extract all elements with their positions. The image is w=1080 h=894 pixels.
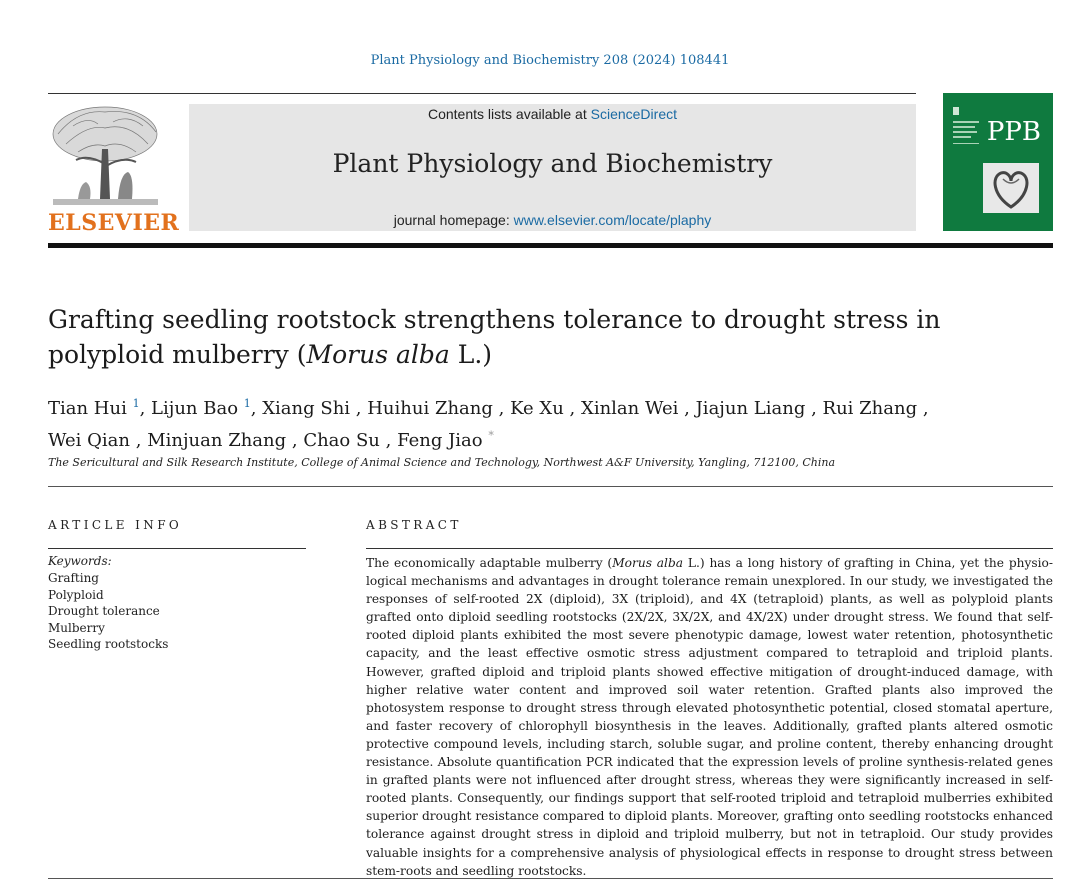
author[interactable]: Minjuan Zhang <box>147 430 287 451</box>
author-list <box>48 390 1008 454</box>
homepage-prefix: journal homepage: <box>393 212 514 228</box>
author[interactable]: Chao Su <box>303 430 380 451</box>
author-affil-mark[interactable]: 1 <box>243 397 251 410</box>
abstract-rule <box>366 548 1053 549</box>
affiliation: The Sericultural and Silk Research Institute, College of Animal Science and Technology, Northwest A&F University, Yangling, 712100, China <box>48 456 836 469</box>
author[interactable]: Lijun Bao <box>151 398 239 419</box>
keyword: Grafting <box>48 571 99 585</box>
abstract-species-name: Morus alba <box>612 556 684 570</box>
article-info-rule <box>48 548 306 549</box>
homepage-link[interactable]: www.elsevier.com/locate/plaphy <box>513 212 712 228</box>
title-line-2-post: L.) <box>449 340 493 369</box>
author[interactable]: Rui Zhang <box>822 398 918 419</box>
species-name: Morus alba <box>306 340 450 369</box>
title-line-2-pre: polyploid mulberry ( <box>48 340 307 369</box>
abstract-text-pre: The economically adaptable mulberry ( <box>366 556 613 570</box>
homepage-line <box>189 212 916 228</box>
author[interactable]: Ke Xu <box>510 398 564 419</box>
keyword-list <box>48 570 168 653</box>
author[interactable]: Xiang Shi <box>262 398 351 419</box>
author-line-1: Tian Hui $^1$, Lijun Bao $^1$, Xiang Shi , Huihui Zhang , Ke Xu , Xinlan Wei , Jiajun Liang , Rui Zhang , <box>48 397 929 419</box>
header-thick-rule <box>48 243 1053 248</box>
sciencedirect-link[interactable]: ScienceDirect <box>590 106 677 122</box>
journal-cover[interactable] <box>943 93 1053 231</box>
abstract-body <box>366 554 1053 880</box>
keyword: Drought tolerance <box>48 604 160 619</box>
contents-prefix: Contents lists available at <box>427 106 591 122</box>
author[interactable]: Huihui Zhang <box>367 398 493 419</box>
author-line-2: Wei Qian , Minjuan Zhang , Chao Su , Feng Jiao * <box>48 429 494 451</box>
title-line-2 <box>48 337 948 372</box>
keywords-label: Keywords: <box>48 554 112 568</box>
article-title <box>48 302 948 372</box>
contents-list-line <box>189 106 916 122</box>
header-top-rule <box>48 93 916 94</box>
keyword: Polyploid <box>48 587 104 602</box>
title-line-1: Grafting seedling rootstock strengthens tolerance to drought stress in <box>48 305 941 334</box>
corresponding-author-mark[interactable]: * <box>488 429 494 442</box>
author[interactable]: Feng Jiao <box>397 430 483 451</box>
cover-text-block <box>951 103 981 151</box>
journal-name: Plant Physiology and Biochemistry <box>332 149 773 178</box>
keyword: Mulberry <box>48 620 105 635</box>
journal-citation[interactable]: Plant Physiology and Biochemistry 208 (2024) 108441 <box>370 53 730 68</box>
bottom-rule <box>48 878 1053 879</box>
author[interactable]: Jiajun Liang <box>695 398 806 419</box>
keyword: Seedling rootstocks <box>48 637 169 652</box>
section-rule <box>48 486 1053 487</box>
abstract-heading: ABSTRACT <box>366 518 462 532</box>
journal-banner <box>189 104 916 231</box>
abstract-text-post: L.) has a long history of grafting in China, yet the physiological mechanisms and advantages in drought tolerance remain unexplored. In our study, we investigated the responses of self-rooted 2X (diploid), 3X (triploid), and 4X (tetraploid) plants, as well as polyploid plants grafted onto diploid seedling rootstocks (2X/2X, 3X/2X, and 4X/2X) under drought stress. We found that self-rooted diploid plants exhibited the most severe phenotypic damage, lowest water retention, photosynthetic capacity, and the least effective osmotic stress adjustment compared to tetraploid and triploid plants. However, grafted diploid and triploid plants showed effective mitigation of drought-induced damage, with higher relative water content and improved soil water retention. Grafted plants also improved the photosystem response to drought stress through elevated photosynthetic potential, closed stomatal aperture, and faster recovery of chlorophyll biosynthesis in the leaves. Additionally, grafted plants altered osmotic protective compound levels, including starch, soluble sugar, and proline content, thereby enhancing drought resistance. Absolute quantification PCR indicated that the expression levels of proline synthesis-related genes in grafted plants were not influenced after drought stress, whereas they were significantly increased in self-rooted plants. Consequently, our findings support that self-rooted triploid and tetraploid mulberries exhibited superior drought resistance compared to diploid plants. Moreover, grafting onto seedling rootstocks enhanced tolerance against drought stress in diploid and triploid mulberry, but not in tetraploid. Our study provides valuable insights for a comprehensive analysis of physiological effects in response to drought stress between stem-roots and seedling rootstocks. <box>366 556 1053 878</box>
author[interactable]: Tian Hui <box>48 398 127 419</box>
article-info-heading: ARTICLE INFO <box>48 518 183 532</box>
cover-abbrev: PPB <box>986 117 1041 147</box>
elsevier-wordmark: ELSEVIER <box>48 210 180 236</box>
author-affil-mark[interactable]: 1 <box>132 397 140 410</box>
cover-image <box>983 163 1039 213</box>
author[interactable]: Wei Qian <box>48 430 131 451</box>
author[interactable]: Xinlan Wei <box>581 398 679 419</box>
